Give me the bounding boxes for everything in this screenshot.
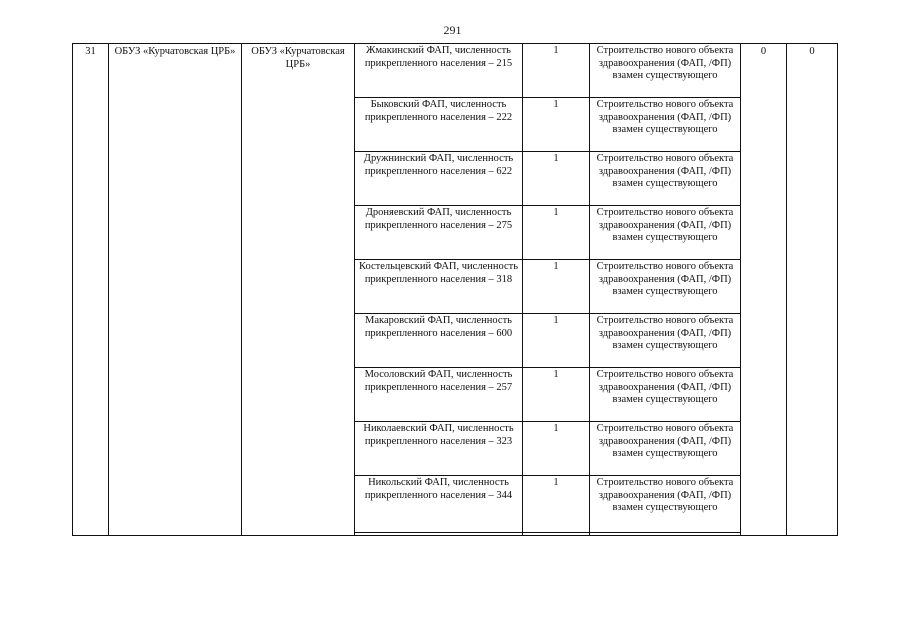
facility-name-cell: Костельцевский ФАП, численность прикрепленного населения – 318 bbox=[355, 260, 523, 314]
empty-cell bbox=[523, 533, 590, 536]
facility-count-cell: 1 bbox=[523, 314, 590, 368]
facility-name-cell: Быковский ФАП, численность прикрепленного населения – 222 bbox=[355, 98, 523, 152]
facility-action-cell: Строительство нового объекта здравоохранения (ФАП, /ФП) взамен существующего bbox=[590, 206, 741, 260]
facility-count-cell: 1 bbox=[523, 152, 590, 206]
facility-action-cell: Строительство нового объекта здравоохранения (ФАП, /ФП) взамен существующего bbox=[590, 152, 741, 206]
value-cell-col8: 0 bbox=[741, 44, 787, 536]
facility-name-cell: Мосоловский ФАП, численность прикрепленного населения – 257 bbox=[355, 368, 523, 422]
organization-cell: ОБУЗ «Курчатовская ЦРБ» bbox=[109, 44, 242, 536]
table-row bbox=[73, 44, 838, 98]
facility-name-cell: Дроняевский ФАП, численность прикрепленного населения – 275 bbox=[355, 206, 523, 260]
facility-count-cell: 1 bbox=[523, 422, 590, 476]
facility-name-cell: Жмакинский ФАП, численность прикрепленного населения – 215 bbox=[355, 44, 523, 98]
facility-count-cell: 1 bbox=[523, 476, 590, 533]
facility-count-cell: 1 bbox=[523, 44, 590, 98]
value-cell-col9: 0 bbox=[787, 44, 838, 536]
facility-action-cell: Строительство нового объекта здравоохранения (ФАП, /ФП) взамен существующего bbox=[590, 98, 741, 152]
facility-name-cell: Дружнинский ФАП, численность прикрепленного населения – 622 bbox=[355, 152, 523, 206]
facility-count-cell: 1 bbox=[523, 206, 590, 260]
empty-cell bbox=[590, 533, 741, 536]
empty-cell bbox=[355, 533, 523, 536]
facility-count-cell: 1 bbox=[523, 368, 590, 422]
facility-action-cell: Строительство нового объекта здравоохранения (ФАП, /ФП) взамен существующего bbox=[590, 422, 741, 476]
facility-count-cell: 1 bbox=[523, 98, 590, 152]
facility-action-cell: Строительство нового объекта здравоохранения (ФАП, /ФП) взамен существующего bbox=[590, 368, 741, 422]
facility-action-cell: Строительство нового объекта здравоохранения (ФАП, /ФП) взамен существующего bbox=[590, 476, 741, 533]
facility-action-cell: Строительство нового объекта здравоохранения (ФАП, /ФП) взамен существующего bbox=[590, 314, 741, 368]
row-number-cell: 31 bbox=[73, 44, 109, 536]
facility-name-cell: Николаевский ФАП, численность прикрепленного населения – 323 bbox=[355, 422, 523, 476]
facility-count-cell: 1 bbox=[523, 260, 590, 314]
facilities-table bbox=[72, 43, 838, 536]
facility-name-cell: Никольский ФАП, численность прикрепленного населения – 344 bbox=[355, 476, 523, 533]
facility-action-cell: Строительство нового объекта здравоохранения (ФАП, /ФП) взамен существующего bbox=[590, 44, 741, 98]
page-number: 291 bbox=[443, 23, 462, 37]
facility-action-cell: Строительство нового объекта здравоохранения (ФАП, /ФП) взамен существующего bbox=[590, 260, 741, 314]
facility-name-cell: Макаровский ФАП, численность прикрепленного населения – 600 bbox=[355, 314, 523, 368]
responsible-cell: ОБУЗ «Курчатовская ЦРБ» bbox=[242, 44, 355, 536]
